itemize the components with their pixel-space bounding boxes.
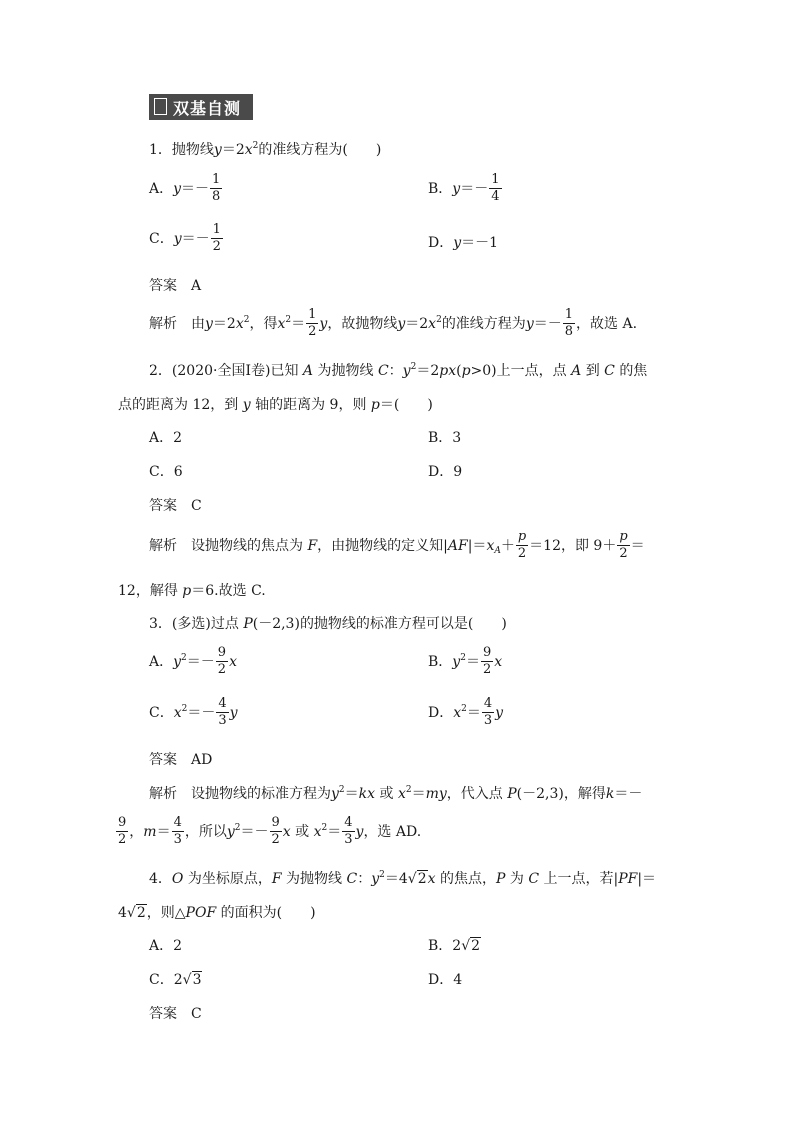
question-3-option-d: D．$x^2=$ $\frac{4}{3}$ y	[428, 696, 504, 729]
question-4-stem-line-1: 4．O 为坐标原点，F 为抛物线 C：$y^2=4√2x$ 的焦点，P 为 C 上一点，若|PF|＝	[149, 870, 657, 887]
question-3-option-b: B．$y^2=$ $\frac{9}{2}$ x	[428, 645, 503, 678]
question-3-stem: 3．(多选)过点 P(－2,3)的抛物线的标准方程可以是( )	[149, 616, 507, 632]
question-3-solution-line-2: $\frac{9}{2}$ ，m＝ $\frac{4}{3}$ ，所以$y^2=-$ $\frac{9}{2}$ x 或 $x^2=$ $\frac{4}{3}$ y，选 AD.	[118, 815, 422, 848]
question-4-answer: 答案 C	[149, 1006, 202, 1022]
question-4-option-c: C．2√3	[149, 972, 202, 988]
question-3-answer: 答案 AD	[149, 752, 213, 768]
question-2-solution-line-1: 解析 设抛物线的焦点为 F，由抛物线的定义知$|AF|=x_A+$ $\frac{p}{2}$ ＝12，即 9＋ $\frac{p}{2}$ ＝	[149, 529, 645, 562]
question-2-stem-line-1: 2．(2020·全国Ⅰ卷)已知 A 为抛物线 C：$y^2=2px(p>0)$上一点，点 A 到 C 的焦	[149, 362, 648, 379]
question-4-option-d: D．4	[428, 972, 463, 988]
section-heading	[149, 94, 253, 120]
question-2-option-c: C．6	[149, 464, 183, 480]
question-1-option-a: A．y＝－ $\frac{1}{8}$	[149, 172, 221, 205]
question-3-solution-line-1: 解析 设抛物线的标准方程为$y^2=kx$ 或 $x^2=my$，代入点 P(－2,3)，解得k＝－	[149, 785, 643, 802]
question-1-option-d: D．y＝－1	[428, 235, 499, 251]
question-4-option-b: B．2√2	[428, 938, 481, 954]
question-2-stem-line-2: 点的距离为 12，到 y 轴的距离为 9，则 p＝( )	[118, 397, 433, 413]
question-1-stem: 1．抛物线$y=2x^2$的准线方程为( )	[149, 141, 382, 158]
question-1-solution: 解析 由$y=2x^2$，得$x^2=$ $\frac{1}{2}$ y，故抛物线$y=2x^2$的准线方程为y＝－ $\frac{1}{8}$ ，故选 A.	[149, 307, 638, 340]
question-1-option-c: C．y＝－ $\frac{1}{2}$	[149, 222, 221, 255]
question-2-option-d: D．9	[428, 464, 463, 480]
question-1-answer: 答案 A	[149, 278, 202, 294]
question-3-option-c: C．$x^2=-$ $\frac{4}{3}$ y	[149, 696, 238, 729]
question-4-stem-line-2: 4√2，则△POF 的面积为( )	[118, 905, 316, 921]
checkbox-square-icon	[154, 98, 167, 115]
question-2-answer: 答案 C	[149, 498, 202, 514]
question-2-solution-line-2: 12，解得 p＝6.故选 C.	[118, 583, 266, 599]
question-2-option-a: A．2	[149, 430, 183, 446]
question-1-option-b: B．y＝－ $\frac{1}{4}$	[428, 172, 500, 205]
question-4-option-a: A．2	[149, 938, 183, 954]
section-title: 双基自测	[173, 99, 242, 118]
question-3-option-a: A．$y^2=-$ $\frac{9}{2}$ x	[149, 645, 237, 678]
question-2-option-b: B．3	[428, 430, 462, 446]
